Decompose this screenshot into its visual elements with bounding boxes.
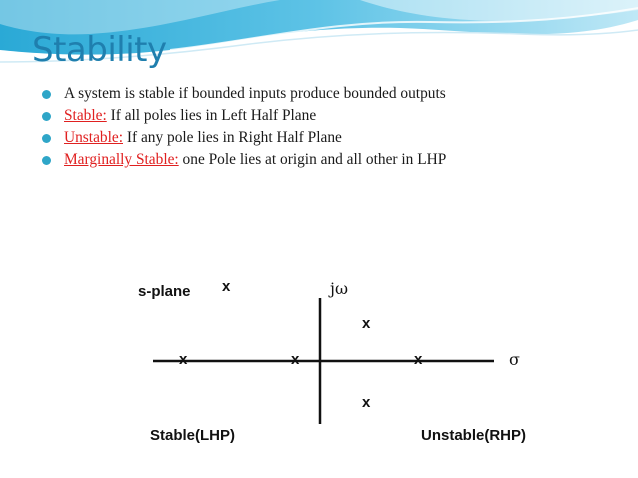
bullet-text: If all poles lies in Left Half Plane (106, 107, 317, 124)
bullet-term: Marginally Stable: (64, 151, 179, 168)
pole-marker: x (222, 278, 231, 295)
bullet-term: Unstable: (64, 129, 123, 146)
imaginary-axis-label: jω (330, 279, 349, 298)
real-axis-label: σ (509, 350, 520, 369)
pole-marker: x (291, 351, 300, 368)
bullet-text: A system is stable if bounded inputs produce bounded outputs (64, 85, 446, 102)
bullet-term: Stable: (64, 107, 107, 124)
slide-title: Stability (32, 30, 167, 70)
stable-lhp-label: Stable(LHP) (150, 427, 236, 444)
pole-marker: x (362, 315, 371, 332)
s-plane-label: s-plane (138, 283, 191, 300)
unstable-rhp-label: Unstable(RHP) (421, 427, 527, 444)
pole-marker: x (414, 351, 423, 368)
pole-marker: x (179, 351, 188, 368)
bullet-text: one Pole lies at origin and all other in LHP (178, 151, 447, 168)
pole-marker: x (362, 394, 371, 411)
bullet-text: If any pole lies in Right Half Plane (123, 129, 342, 146)
